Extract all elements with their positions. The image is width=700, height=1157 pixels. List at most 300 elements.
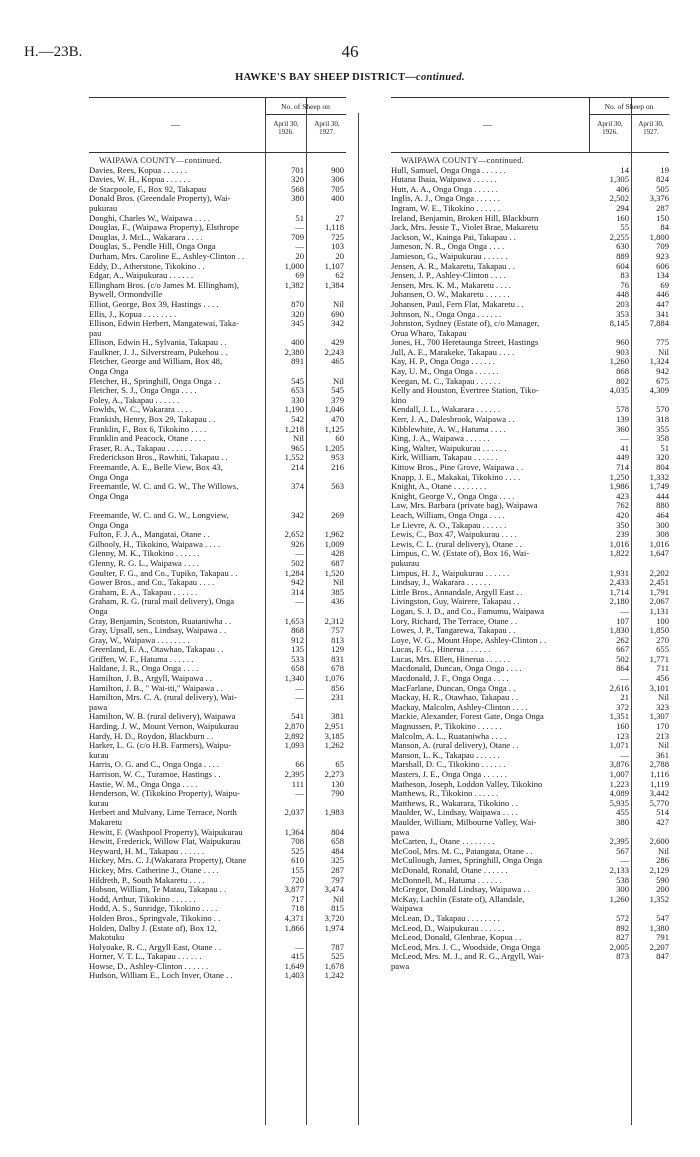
table-row (89, 569, 346, 579)
owner-name: Hewitt, Frederick, Willow Flat, Waipukurau (89, 837, 241, 847)
owner-name: Douglas, S., Pendle Hill, Onga Onga (89, 242, 216, 252)
column-rule (631, 113, 632, 1125)
sheep-1927: 19 (660, 164, 669, 175)
owner-name: Fulton, F. J. A., Mangatai, Otane . . (89, 530, 210, 540)
sheep-1927: 436 (331, 596, 344, 607)
sheep-1926: 1,093 (284, 740, 304, 751)
owner-name: Loye, W. G., Mount Hope, Ashley-Clinton . . (391, 635, 547, 645)
sheep-1926: 372 (616, 701, 629, 712)
owner-name: Kirk, William, Takapau . . . . . . (391, 453, 498, 463)
sheep-1927: Nil (333, 298, 344, 309)
sheep-1926: 4,035 (609, 385, 629, 396)
owner-name: Hardy, H. D., Roydon, Blackburn . . (89, 731, 214, 741)
owner-name: Hudson, William E., Loch Inver, Otane . . (89, 971, 233, 981)
sheep-1927: 231 (331, 692, 344, 703)
sheep-1927: 429 (331, 337, 344, 348)
sheep-1926: 262 (616, 634, 629, 645)
owner-name: Kay, U. M., Onga Onga . . . . . . (391, 367, 499, 377)
sheep-1927: 606 (656, 260, 669, 271)
sheep-1926: 889 (616, 250, 629, 261)
sheep-1926: 653 (291, 385, 304, 396)
sheep-1926: 2,870 (284, 721, 304, 732)
sheep-1926: 630 (616, 241, 629, 252)
sheep-1926: 107 (616, 615, 629, 626)
sheep-1926: 21 (620, 692, 629, 703)
sheep-1926: 2,892 (284, 730, 304, 741)
sheep-1927: 831 (331, 653, 344, 664)
sheep-1927: 170 (656, 721, 669, 732)
table-row (89, 540, 346, 550)
sheep-1926: 903 (616, 346, 629, 357)
table-row (391, 895, 669, 905)
sheep-1927: 824 (656, 174, 669, 185)
sheep-1926: 3,876 (609, 759, 629, 770)
sheep-1927: 1,800 (649, 231, 669, 242)
owner-name: Harker, L. G. (c/o H.B. Farmers), Waipu- (89, 741, 231, 751)
sheep-1927: 1,205 (324, 442, 344, 453)
table-row (89, 185, 346, 195)
sheep-1927: 675 (656, 375, 669, 386)
table-row (89, 405, 346, 415)
sheep-1927: 847 (656, 951, 669, 962)
table-row (89, 214, 346, 224)
table-row (89, 914, 346, 924)
owner-name: Herbert and Mulvany, Lime Terrace, North (89, 808, 237, 818)
sheep-1926: 868 (291, 625, 304, 636)
sheep-1927: 2,951 (324, 721, 344, 732)
title-continued: continued. (416, 72, 465, 83)
sheep-1926: 83 (620, 270, 629, 281)
sheep-1926: — (295, 222, 304, 233)
sheep-1927: 341 (656, 308, 669, 319)
sheep-1927: 447 (656, 298, 669, 309)
owner-name: Franklin and Peacock, Otane . . . . (89, 434, 206, 444)
sheep-1926: 762 (616, 500, 629, 511)
sheep-1926: 2,616 (609, 682, 629, 693)
owner-name: Knapp, J. E., Makakai, Tikokino . . . . (391, 472, 521, 482)
owner-name: Freemantle, A. E., Belle View, Box 43, (89, 463, 223, 472)
table-row (89, 808, 346, 818)
sheep-1927: 62 (335, 270, 344, 281)
sheep-1927: 7,884 (649, 318, 669, 329)
table-row (89, 789, 346, 799)
sheep-1926: 420 (616, 509, 629, 520)
table-row (89, 453, 346, 463)
table-row (89, 741, 346, 751)
owner-name: McLeod, Mrs. J. C., Woodside, Onga Onga (391, 942, 541, 952)
owner-name: Limpus, C. W. (Estate of), Box 16, Wai- (391, 549, 530, 559)
table-row (391, 818, 669, 828)
owner-name: Johnson, N., Onga Onga . . . . . . (391, 309, 502, 319)
sheep-1926: 1,340 (284, 673, 304, 684)
owner-name: MacFarlane, Duncan, Onga Onga . . (391, 683, 516, 693)
table-row (391, 386, 669, 396)
sheep-1927: 129 (331, 644, 344, 655)
owner-name: Hamilton, J. B., " Wai-iti," Waipawa . . (89, 683, 223, 693)
right-rows (391, 156, 669, 971)
table-row (391, 319, 669, 329)
sheep-1926: 2,255 (609, 231, 629, 242)
owner-name: Foley, A., Takapau . . . . . . (89, 395, 180, 405)
owner-name: Johansen, Paul, Fern Flat, Makaretu . . (391, 299, 524, 309)
owner-name: pukurau (89, 203, 118, 213)
sheep-1927: 84 (660, 222, 669, 233)
table-row (89, 818, 346, 828)
sheep-1927: Nil (658, 845, 669, 856)
header-dash: — (171, 120, 180, 130)
table-row (89, 962, 346, 972)
owner-name: McLeod, Donald, Glenbrae, Kopua . . (391, 933, 522, 943)
sheep-1927: 705 (331, 183, 344, 194)
table-row (89, 885, 346, 895)
owner-name: Matthews, R., Wakarara, Tikokino . . (391, 798, 518, 808)
sheep-1927: 444 (656, 490, 669, 501)
table-row (89, 204, 346, 214)
owner-name: Jameson, N. R., Onga Onga . . . . (391, 242, 505, 252)
owner-name: Limpus, H. J., Waipukurau . . . . . . (391, 568, 510, 578)
owner-name: Hodd, Arthur, Tikokino . . . . . . (89, 894, 196, 904)
sheep-1926: 2,502 (609, 193, 629, 204)
owner-name: Hobson, William, Te Matau, Takapau . . (89, 885, 227, 895)
column-rule (306, 113, 307, 1125)
table-row (89, 597, 346, 607)
table-row (89, 684, 346, 694)
sheep-1927: 103 (331, 241, 344, 252)
sheep-1927: 1,749 (649, 481, 669, 492)
owner-name: Elliot, George, Box 39, Hastings . . . . (89, 299, 219, 309)
sheep-1926: 1,403 (284, 970, 304, 981)
owner-name: Kendall, J. L., Wakarara . . . . . . (391, 405, 501, 415)
sheep-1926: 1,007 (609, 769, 629, 779)
table-row (89, 415, 346, 425)
owner-name: Onga Onga (89, 472, 129, 482)
sheep-1926: — (295, 548, 304, 559)
sheep-1927: 1,974 (324, 922, 344, 933)
sheep-1926: 14 (620, 164, 629, 175)
sheep-1926: 41 (620, 442, 629, 453)
owner-name: kurau (89, 798, 109, 808)
owner-name: Hewitt, F. (Washpool Property), Waipukurau (89, 827, 243, 837)
sheep-1926: 873 (616, 951, 629, 962)
sheep-1926: 3,877 (284, 884, 304, 895)
owner-name: Fletcher, S. J., Onga Onga . . . . (89, 386, 197, 396)
table-row (89, 329, 346, 339)
table-row (89, 194, 346, 204)
section-heading (89, 156, 346, 166)
owner-name: Leach, William, Onga Onga . . . . (391, 510, 505, 520)
sheep-1927: 130 (331, 778, 344, 789)
sheep-1927: 1,850 (649, 625, 669, 636)
sheep-1927: 134 (656, 270, 669, 281)
sheep-1927: 446 (656, 289, 669, 300)
sheep-1926: 525 (291, 845, 304, 856)
sheep-1927: 355 (656, 423, 669, 434)
table-row (89, 847, 346, 857)
owner-name: Glenny, R. G. L., Waipawa . . . . (89, 558, 200, 568)
owner-name: Davies, Rees, Kopua . . . . . . (89, 165, 187, 175)
left-column-header (89, 97, 346, 153)
owner-name: Lindsay, J., Wakarara . . . . . . (391, 578, 491, 588)
sheep-1927: 790 (331, 788, 344, 799)
owner-name: Holden, Dalby J. (Estate of), Box 12, (89, 923, 217, 933)
sheep-1926: 8,145 (609, 318, 629, 329)
sheep-1927: 514 (656, 807, 669, 818)
sheep-1927: 953 (331, 452, 344, 463)
sheep-1927: 318 (656, 414, 669, 425)
page-number: 46 (341, 42, 359, 61)
owner-name: Hickey, Mrs. Catherine J., Otane . . . . (89, 865, 219, 875)
sheep-1926: 449 (616, 452, 629, 463)
table-row (89, 924, 346, 934)
owner-name: Magnussen, P., Tikokino . . . . . . (391, 722, 502, 732)
sheep-1927: 484 (331, 845, 344, 856)
sheep-1927: 2,202 (649, 567, 669, 578)
sheep-1926: 533 (291, 653, 304, 664)
owner-name: McGregor, Donald Lindsay, Waipawa . . (391, 885, 530, 895)
owner-name: Gower Bros., and Co., Takapau . . . . (89, 578, 215, 588)
owner-name: Makotuku (89, 933, 125, 943)
sheep-1926: 864 (616, 663, 629, 674)
owner-name: Kittow Bros., Pine Grove, Waipawa . . (391, 463, 524, 472)
sheep-1927: 1,520 (324, 567, 344, 578)
sheep-1926: 709 (291, 231, 304, 242)
sheep-1927: 325 (331, 855, 344, 866)
owner-name: Kerr, J. A., Dalesbrook, Waipawa . . (391, 415, 515, 425)
table-row (89, 645, 346, 655)
table-row (89, 559, 346, 569)
sheep-1927: 5,770 (649, 797, 669, 808)
sheep-1927: 2,451 (649, 577, 669, 588)
title-main: HAWKE'S BAY SHEEP DISTRICT— (235, 72, 417, 83)
owner-name: Holyoake, R. C., Argyll East, Otane . . (89, 942, 222, 952)
sheep-1927: 3,474 (324, 884, 344, 895)
sheep-1927: 658 (331, 836, 344, 847)
sheep-1927: 1,009 (324, 538, 344, 549)
table-row (89, 166, 346, 176)
sheep-1926: — (295, 941, 304, 952)
sheep-1926: 4,371 (284, 912, 304, 923)
sheep-1927: 775 (656, 337, 669, 348)
sheep-1926: 320 (291, 174, 304, 185)
sheep-1926: 1,305 (609, 174, 629, 185)
table-row (89, 242, 346, 252)
owner-name: Matheson, Joseph, Loddon Valley, Tikokino (391, 779, 543, 789)
sheep-1926: 658 (291, 663, 304, 674)
sheep-1926: 718 (291, 903, 304, 914)
document-code: H.—23B. (24, 44, 83, 60)
owner-name: Knight, George V., Onga Onga . . . . (391, 491, 515, 501)
sheep-1927: 1,332 (649, 471, 669, 482)
sheep-1926: 870 (291, 298, 304, 309)
table-row (89, 434, 346, 444)
sheep-1926: 342 (291, 509, 304, 520)
sheep-1926: — (620, 749, 629, 760)
owner-name: Henderson, W. (Tikokino Property), Waipu- (89, 789, 240, 799)
table-row (89, 223, 346, 233)
sheep-1926: 1,649 (284, 960, 304, 971)
sheep-1926: 2,005 (609, 941, 629, 952)
owner-name: Graham, E. A., Takapau . . . . . . (89, 587, 198, 597)
sheep-1927: 3,376 (649, 193, 669, 204)
sheep-1926: 1,364 (284, 826, 304, 837)
table-row (89, 636, 346, 646)
sheep-1926: 2,133 (609, 864, 629, 875)
owner-name: Law, Mrs. Barbara (private bag), Waipawa (391, 501, 538, 511)
owner-name: Mackie, Alexander, Forest Gate, Onga Onga (391, 712, 544, 722)
sheep-1927: 813 (331, 634, 344, 645)
owner-name: Durham, Mrs. Caroline E., Ashley-Clinton . . (89, 251, 245, 261)
sheep-1927: 545 (331, 385, 344, 396)
owner-name: kino (391, 395, 407, 405)
sheep-1926: 111 (291, 778, 304, 789)
table-row (89, 933, 346, 943)
owner-name: Haldane, J. R., Onga Onga . . . . (89, 664, 199, 674)
sheep-1927: 427 (656, 816, 669, 827)
sheep-1926: 448 (616, 289, 629, 300)
owner-name: Douglas, J. McL., Wakarara . . . . (89, 232, 203, 242)
sheep-1927: 505 (656, 183, 669, 194)
sheep-1926: 2,395 (609, 836, 629, 847)
owner-name: Manson, A. (rural delivery), Otane . . (391, 741, 519, 751)
owner-name: Livingston, Guy, Wairere, Takapau . . (391, 597, 520, 607)
sheep-1926: 2,380 (284, 346, 304, 357)
sheep-1927: 470 (331, 414, 344, 425)
sheep-1927: 687 (331, 557, 344, 568)
owner-name: Frankish, Henry, Box 29, Takapau . . (89, 415, 216, 425)
no-of-sheep-header: No. of Sheep on (281, 102, 330, 111)
sheep-1927: 1,384 (324, 279, 344, 290)
owner-name: kurau (89, 750, 109, 760)
sheep-1927: 525 (331, 951, 344, 962)
table-row (89, 338, 346, 348)
sheep-1927: 150 (656, 212, 669, 223)
sheep-1926: 1,016 (609, 538, 629, 549)
sheep-1927: Nil (658, 692, 669, 703)
sheep-1927: 428 (331, 548, 344, 559)
sheep-1926: 380 (291, 193, 304, 204)
sheep-1926: 380 (616, 816, 629, 827)
sheep-1926: 123 (616, 730, 629, 741)
sheep-1927: 1,380 (649, 922, 669, 933)
sheep-1926: 320 (291, 308, 304, 319)
table-row (89, 770, 346, 780)
sheep-1926: 139 (616, 414, 629, 425)
owner-name: Bywell, Ormondville (89, 290, 163, 300)
table-row (89, 866, 346, 876)
sheep-1926: 541 (291, 711, 304, 722)
sheep-1926: 701 (291, 164, 304, 175)
sheep-1927: 323 (656, 701, 669, 712)
sheep-1926: 960 (616, 337, 629, 348)
owner-name: Macdonald, J. F., Onga Onga . . . . (391, 674, 509, 684)
sheep-1926: 314 (291, 586, 304, 597)
sheep-1927: Nil (333, 893, 344, 904)
sheep-1927: 1,678 (324, 960, 344, 971)
sheep-1927: 3,442 (649, 788, 669, 799)
owner-name: Jamieson, G., Waipukurau . . . . . . (391, 251, 508, 261)
owner-name: Harding, J. W., Mount Vernon, Waipukurau (89, 722, 239, 732)
owner-name: Lowes, J. P., Tangarewa, Takapau . . (391, 626, 516, 636)
table-row (89, 856, 346, 866)
sheep-1926: 942 (291, 577, 304, 588)
sheep-1927: 1,352 (649, 893, 669, 904)
owner-name: Hull, Samuel, Onga Onga . . . . . . (391, 165, 506, 175)
page-title (0, 72, 700, 83)
sheep-1927: 1,307 (649, 711, 669, 722)
sheep-1926: 239 (616, 529, 629, 540)
sheep-1926: 965 (291, 442, 304, 453)
table-row (89, 463, 346, 473)
sheep-1926: 892 (616, 922, 629, 933)
sheep-1926: 353 (616, 308, 629, 319)
owner-name: Donghi, Charles W., Waipawa . . . . (89, 213, 210, 223)
sheep-1926: 502 (291, 557, 304, 568)
table-row (89, 722, 346, 732)
sheep-1926: 604 (616, 260, 629, 271)
owner-name: Inglis, A. J., Onga Onga . . . . . . (391, 194, 500, 204)
owner-name: Jack, Mrs. Jessie T., Violet Brae, Makaretu (391, 223, 539, 233)
sheep-1926: 891 (291, 356, 304, 367)
sheep-1926: 545 (291, 375, 304, 386)
sheep-1926: 1,260 (609, 356, 629, 367)
table-row (89, 492, 346, 502)
table-row (89, 828, 346, 838)
sheep-1926: 1,284 (284, 567, 304, 578)
owner-name: Faulkner, J. J., Silverstream, Pukehou . . (89, 347, 228, 357)
sheep-1927: 270 (656, 634, 669, 645)
sheep-1927: 213 (656, 730, 669, 741)
sheep-1927: 306 (331, 174, 344, 185)
owner-name: Lory, Richard, The Terrace, Otane . . (391, 616, 518, 626)
sheep-1926: 415 (291, 951, 304, 962)
sheep-1927: 547 (656, 912, 669, 923)
sheep-1926: 1,552 (284, 452, 304, 463)
owner-name: Gray, Benjamin, Scotston, Ruataniwha . . (89, 616, 232, 626)
table-row (89, 664, 346, 674)
owner-name: Hutana Ihaia, Waipawa . . . . . . (391, 175, 497, 185)
owner-name: McKay, Lachlin (Estate of), Allandale, (391, 894, 525, 904)
sheep-1926: 5,935 (609, 797, 629, 808)
sheep-1927: 308 (656, 529, 669, 540)
owner-name: pukurau (391, 558, 420, 568)
owner-name: Ellingham Bros. (c/o James M. Ellingham), (89, 280, 239, 290)
table-row (89, 617, 346, 627)
table-row (89, 732, 346, 742)
april-1926-header: April 30, 1926. (597, 120, 623, 136)
sheep-1927: 3,101 (649, 682, 669, 693)
sheep-1927: 379 (331, 394, 344, 405)
table-row (89, 712, 346, 722)
owner-name: Onga Onga (89, 491, 129, 501)
table-row (391, 952, 669, 962)
table-row (89, 521, 346, 531)
sheep-1927: 456 (656, 673, 669, 684)
table-row (89, 943, 346, 953)
sheep-1927: 2,788 (649, 759, 669, 770)
table-row (89, 444, 346, 454)
table-row (89, 703, 346, 713)
table-row (89, 473, 346, 483)
table-row (89, 367, 346, 377)
sheep-1926: 578 (616, 404, 629, 415)
sheep-1927: 757 (331, 625, 344, 636)
april-1926-header: April 30, 1926. (273, 120, 299, 136)
owner-name: pawa (391, 827, 410, 837)
sheep-1926: 155 (291, 864, 304, 875)
sheep-1927: 725 (331, 231, 344, 242)
owner-name: Ellis, J., Kopua . . . . . . . . (89, 309, 177, 319)
sheep-1926: 294 (616, 202, 629, 213)
